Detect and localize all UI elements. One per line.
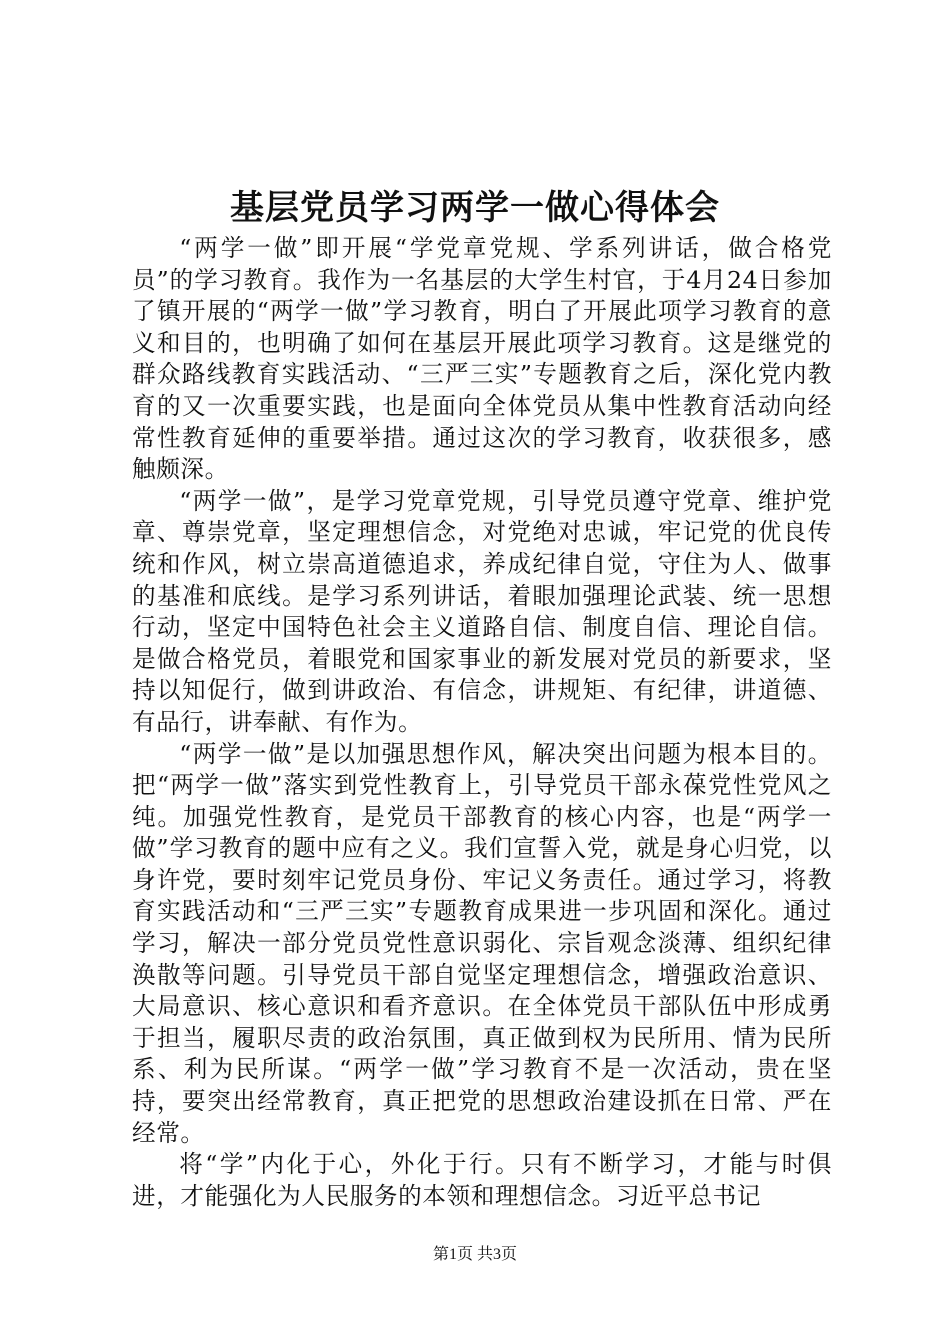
page-number-footer: 第1页 共3页 bbox=[432, 1246, 517, 1263]
paragraph-4: 将“学”内化于心，外化于行。只有不断学习，才能与时俱进，才能强化为人民服务的本领和理想信念。习近平总书记 bbox=[132, 1150, 832, 1210]
paragraph-1: “两学一做”即开展“学党章党规、学系列讲话，做合格党员”的学习教育。我作为一名基层的大学生村官，于4月24日参加了镇开展的“两学一做”学习教育，明白了开展此项学习教育的意义和目的，也明确了如何在基层开展此项学习教育。这是继党的群众路线教育实践活动、“三严三实”专题教育之后，深化党内教育的又一次重要实践，也是面向全体党员从集中性教育活动向经常性教育延伸的重要举措。通过这次的学习教育，收获很多，感触颇深。 bbox=[132, 234, 832, 484]
paragraph-3: “两学一做”是以加强思想作风，解决突出问题为根本目的。把“两学一做”落实到党性教育上，引导党员干部永葆党性党风之纯。加强党性教育，是党员干部教育的核心内容，也是“两学一做”学习教育的题中应有之义。我们宣誓入党，就是身心归党，以身许党，要时刻牢记党员身份、牢记义务责任。通过学习，将教育实践活动和“三严三实”专题教育成果进一步巩固和深化。通过学习，解决一部分党员党性意识弱化、宗旨观念淡薄、组织纪律涣散等问题。引导党员干部自觉坚定理想信念，增强政治意识、大局意识、核心意识和看齐意识。在全体党员干部队伍中形成勇于担当，履职尽责的政治氛围，真正做到权为民所用、情为民所系、利为民所谋。“两学一做”学习教育不是一次活动，贵在坚持，要突出经常教育，真正把党的思想政治建设抓在日常、严在经常。 bbox=[132, 739, 832, 1147]
paragraph-2: “两学一做”，是学习党章党规，引导党员遵守党章、维护党章、尊崇党章，坚定理想信念，对党绝对忠诚，牢记党的优良传统和作风，树立崇高道德追求，养成纪律自觉，守住为人、做事的基准和底线。是学习系列讲话，着眼加强理论武装、统一思想行动，坚定中国特色社会主义道路自信、制度自信、理论自信。是做合格党员，着眼党和国家事业的新发展对党员的新要求，坚持以知促行，做到讲政治、有信念，讲规矩、有纪律，讲道德、有品行，讲奉献、有作为。 bbox=[132, 486, 832, 736]
document-title: 基层党员学习两学一做心得体会 bbox=[230, 188, 720, 228]
document-body bbox=[132, 233, 832, 1212]
